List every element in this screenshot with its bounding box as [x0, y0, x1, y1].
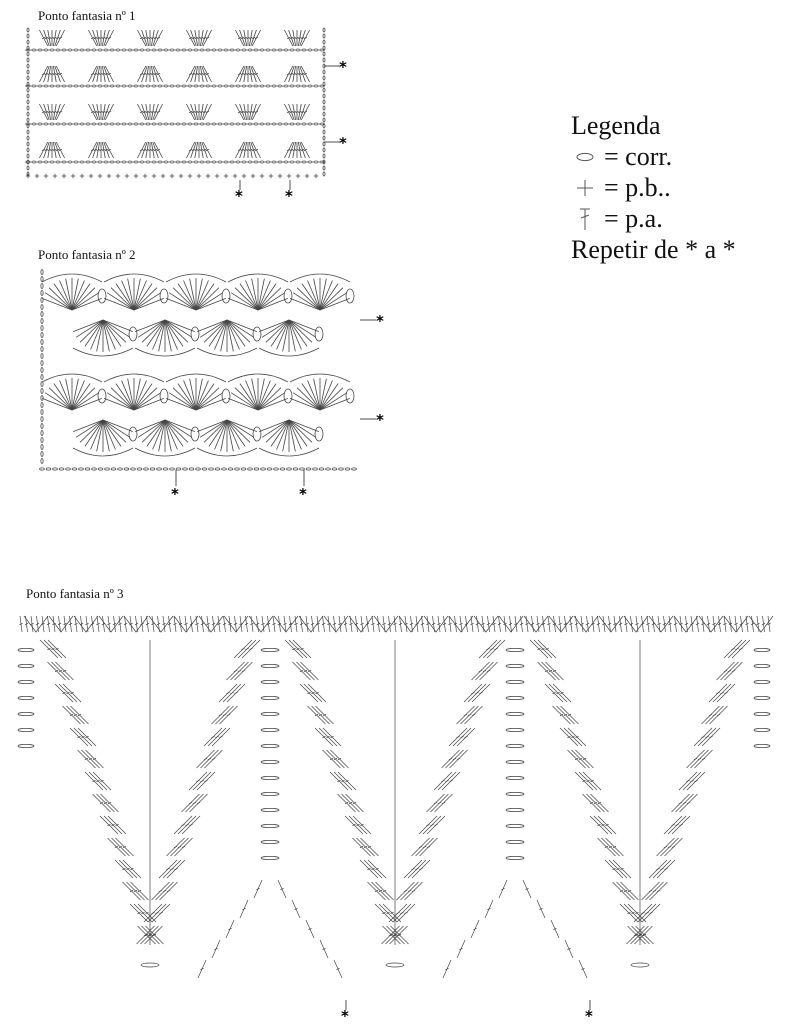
- single-crochet-icon: [571, 177, 599, 199]
- repeat-marker-star: *: [376, 312, 384, 330]
- repeat-marker-star: *: [285, 187, 293, 205]
- double-crochet-icon: [571, 206, 599, 232]
- legend-item-label: = corr.: [604, 142, 673, 171]
- repeat-marker-star: *: [171, 485, 179, 503]
- repeat-marker-star: *: [376, 411, 384, 429]
- chart-3-caption: Ponto fantasia nº 3: [26, 586, 124, 601]
- chain-stitch-icon: [571, 151, 599, 163]
- legend-item-chain: [571, 141, 736, 172]
- repeat-marker-star: *: [235, 187, 243, 205]
- chart-1-stitch-diagram: [26, 28, 325, 178]
- chart-2-stitch-diagram: [40, 270, 357, 471]
- repeat-marker-star: *: [299, 485, 307, 503]
- repeat-marker-star: *: [585, 1007, 593, 1024]
- chart-3-repeat-markers: [341, 1000, 593, 1024]
- repeat-marker-star: *: [339, 58, 347, 76]
- legend-item-label: = p.a.: [604, 204, 663, 233]
- chart-1-caption: Ponto fantasia nº 1: [38, 8, 136, 23]
- legend-item-label: = p.b..: [604, 173, 671, 202]
- legend: [571, 110, 736, 265]
- repeat-marker-star: *: [341, 1007, 349, 1024]
- legend-item-single-crochet: [571, 172, 736, 203]
- legend-item-double-crochet: [571, 203, 736, 234]
- chart-3-stitch-diagram: [18, 616, 773, 978]
- legend-title: Legenda: [571, 111, 661, 140]
- repeat-marker-star: *: [339, 134, 347, 152]
- chart-2-caption: Ponto fantasia nº 2: [38, 247, 136, 262]
- legend-repeat-note: Repetir de * a *: [571, 235, 736, 264]
